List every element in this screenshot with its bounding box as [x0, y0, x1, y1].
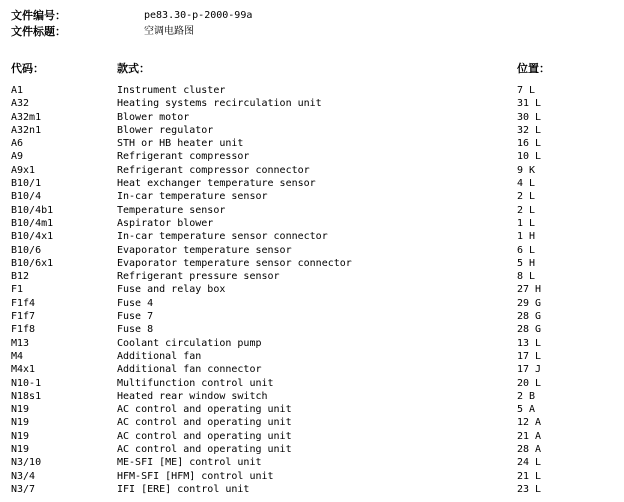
row-position: 4 L [517, 178, 536, 190]
row-description: Blower regulator [117, 124, 214, 136]
table-row [0, 377, 624, 390]
row-code: B10/6x1 [11, 257, 54, 269]
table-row [0, 150, 624, 163]
row-position: 29 G [517, 297, 542, 309]
row-code: N3/7 [11, 483, 36, 495]
row-position: 21 L [517, 470, 542, 482]
row-code: B10/4m1 [11, 217, 54, 229]
row-position: 30 L [517, 111, 542, 123]
row-position: 28 A [517, 444, 542, 456]
table-row [0, 337, 624, 350]
row-description: Refrigerant pressure sensor [117, 271, 280, 283]
table-row [0, 403, 624, 416]
table-row [0, 323, 624, 336]
table-row [0, 270, 624, 283]
row-code: A9 [11, 151, 24, 163]
table-row [0, 470, 624, 483]
row-position: 28 G [517, 324, 542, 336]
column-header-position: 位置： [517, 62, 550, 75]
row-description: HFM-SFI [HFM] control unit [117, 470, 274, 482]
row-description: Additional fan connector [117, 364, 262, 376]
row-position: 17 J [517, 364, 542, 376]
document-title-value: 空调电路图 [144, 26, 194, 37]
row-description: Heat exchanger temperature sensor [117, 178, 316, 190]
row-description: Coolant circulation pump [117, 337, 262, 349]
row-code: B10/4b1 [11, 204, 54, 216]
row-position: 16 L [517, 138, 542, 150]
row-position: 20 L [517, 377, 542, 389]
row-code: F1f7 [11, 311, 36, 323]
row-description: IFI [ERE] control unit [117, 483, 250, 495]
row-position: 23 L [517, 483, 542, 495]
table-row [0, 310, 624, 323]
column-header-code: 代码： [11, 62, 44, 75]
table-row [0, 283, 624, 296]
component-table [0, 84, 624, 496]
row-position: 7 L [517, 85, 536, 96]
row-position: 1 L [517, 217, 536, 229]
row-code: M4x1 [11, 364, 36, 376]
row-description: AC control and operating unit [117, 444, 292, 456]
table-row [0, 257, 624, 270]
row-description: Fuse 7 [117, 311, 154, 323]
row-description: Temperature sensor [117, 204, 226, 216]
row-description: Heating systems recirculation unit [117, 98, 322, 110]
row-description: AC control and operating unit [117, 430, 292, 442]
row-position: 31 L [517, 98, 542, 110]
table-row [0, 190, 624, 203]
table-row [0, 416, 624, 429]
row-position: 12 A [517, 417, 542, 429]
row-code: N19 [11, 430, 30, 442]
row-position: 5 H [517, 257, 536, 269]
row-position: 21 A [517, 430, 542, 442]
row-position: 17 L [517, 350, 542, 362]
row-position: 5 A [517, 404, 536, 416]
row-description: Blower motor [117, 111, 190, 123]
document-number-label: 文件编号： [11, 9, 66, 22]
row-description: Refrigerant compressor [117, 151, 250, 163]
row-description: Evaporator temperature sensor [117, 244, 292, 256]
table-row [0, 164, 624, 177]
row-code: A32 [11, 98, 30, 110]
table-row [0, 350, 624, 363]
row-position: 6 L [517, 244, 536, 256]
row-description: AC control and operating unit [117, 404, 292, 416]
row-description: Refrigerant compressor connector [117, 164, 310, 176]
document-number-value: pe83.30-p-2000-99a [144, 10, 253, 21]
table-row [0, 230, 624, 243]
row-position: 9 K [517, 164, 536, 176]
row-code: M4 [11, 350, 24, 362]
column-header-style: 款式： [117, 62, 150, 75]
table-row [0, 430, 624, 443]
row-position: 13 L [517, 337, 542, 349]
row-position: 8 L [517, 271, 536, 283]
table-row [0, 217, 624, 230]
row-code: N18s1 [11, 390, 42, 402]
row-description: Instrument cluster [117, 85, 226, 96]
row-code: M13 [11, 337, 30, 349]
row-position: 32 L [517, 124, 542, 136]
row-description: Fuse 8 [117, 324, 154, 336]
row-code: A32n1 [11, 124, 42, 136]
row-code: F1f8 [11, 324, 36, 336]
row-description: Aspirator blower [117, 217, 214, 229]
row-code: B10/1 [11, 178, 42, 190]
row-position: 27 H [517, 284, 542, 296]
table-row [0, 390, 624, 403]
row-position: 28 G [517, 311, 542, 323]
row-code: F1f4 [11, 297, 36, 309]
table-row [0, 363, 624, 376]
row-description: Heated rear window switch [117, 390, 268, 402]
row-code: A32m1 [11, 111, 42, 123]
row-position: 2 B [517, 390, 536, 402]
table-row [0, 124, 624, 137]
table-row [0, 244, 624, 257]
row-description: AC control and operating unit [117, 417, 292, 429]
document-title-label: 文件标题： [11, 25, 66, 38]
row-code: N3/4 [11, 470, 36, 482]
table-row [0, 204, 624, 217]
row-position: 2 L [517, 191, 536, 203]
row-position: 1 H [517, 231, 536, 243]
row-position: 2 L [517, 204, 536, 216]
row-position: 24 L [517, 457, 542, 469]
row-code: F1 [11, 284, 24, 296]
table-row [0, 456, 624, 469]
row-code: B10/4x1 [11, 231, 54, 243]
row-code: N19 [11, 417, 30, 429]
row-position: 10 L [517, 151, 542, 163]
row-description: Fuse 4 [117, 297, 154, 309]
row-code: N10-1 [11, 377, 42, 389]
table-row [0, 84, 624, 97]
table-row [0, 137, 624, 150]
row-code: N19 [11, 404, 30, 416]
row-code: N3/10 [11, 457, 42, 469]
table-row [0, 111, 624, 124]
table-row [0, 297, 624, 310]
row-description: Fuse and relay box [117, 284, 226, 296]
row-code: B10/6 [11, 244, 42, 256]
row-description: ME-SFI [ME] control unit [117, 457, 262, 469]
row-code: B12 [11, 271, 30, 283]
row-description: STH or HB heater unit [117, 138, 244, 150]
row-code: N19 [11, 444, 30, 456]
row-description: Multifunction control unit [117, 377, 274, 389]
row-code: A9x1 [11, 164, 36, 176]
row-description: In-car temperature sensor [117, 191, 268, 203]
row-code: B10/4 [11, 191, 42, 203]
row-description: In-car temperature sensor connector [117, 231, 328, 243]
table-row [0, 97, 624, 110]
table-row [0, 443, 624, 456]
row-code: A6 [11, 138, 24, 150]
row-code: A1 [11, 85, 24, 96]
row-description: Evaporator temperature sensor connector [117, 257, 352, 269]
row-description: Additional fan [117, 350, 202, 362]
table-row [0, 177, 624, 190]
table-row [0, 483, 624, 496]
